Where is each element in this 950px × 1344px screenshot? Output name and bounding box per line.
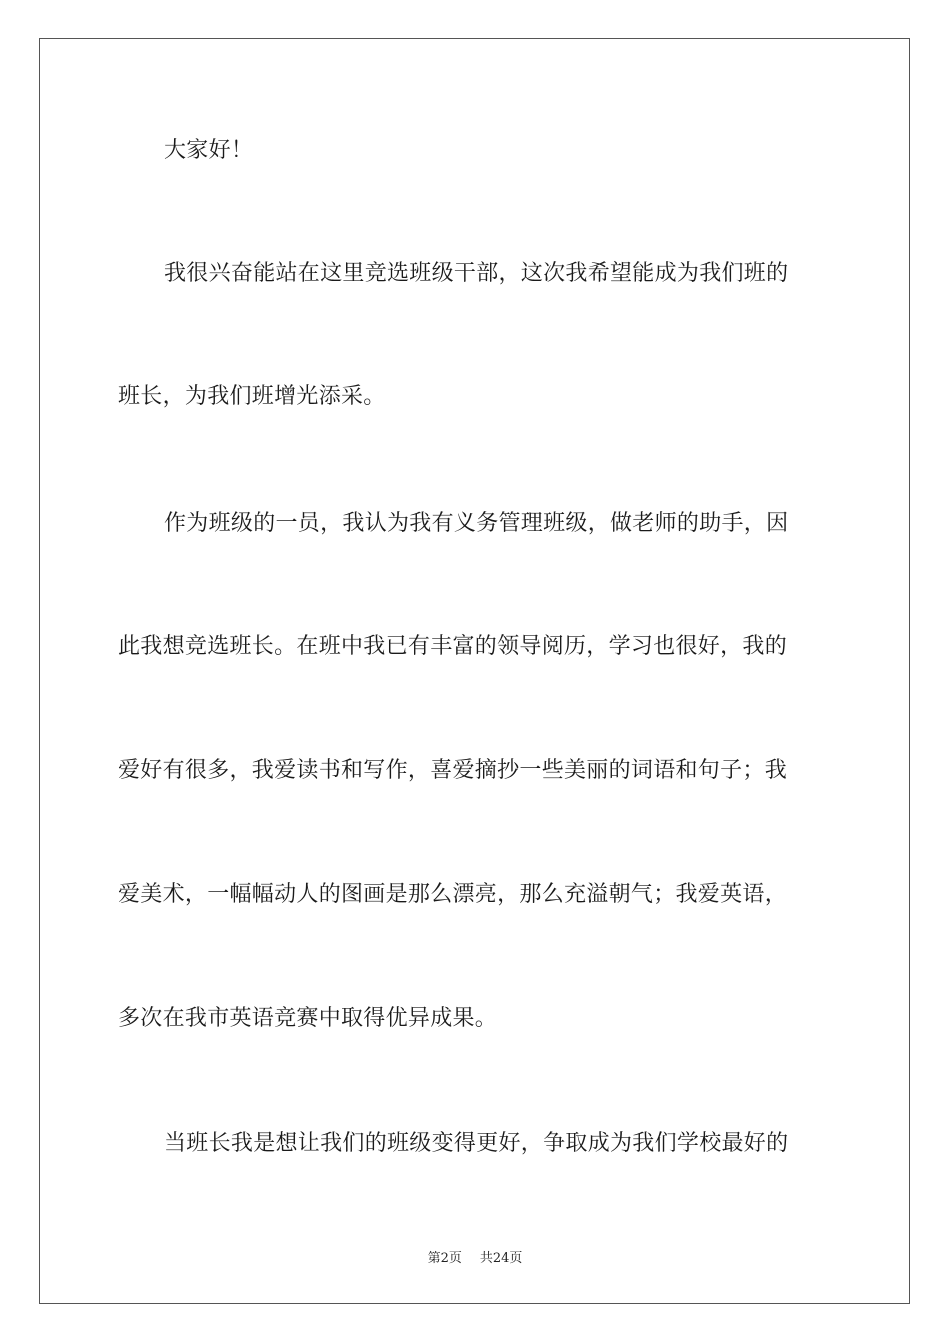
page-border bbox=[39, 38, 910, 1304]
paragraph-2-line-5: 多次在我市英语竞赛中取得优异成果。 bbox=[118, 1006, 498, 1031]
paragraph-3-line-1: 当班长我是想让我们的班级变得更好，争取成为我们学校最好的 bbox=[164, 1131, 789, 1156]
page-footer bbox=[0, 1247, 950, 1266]
page-number: 第2页 bbox=[427, 1251, 462, 1266]
paragraph-2-line-4: 爱美术，一幅幅动人的图画是那么漂亮，那么充溢朝气；我爱英语， bbox=[118, 882, 788, 907]
paragraph-2-line-3: 爱好有很多，我爱读书和写作，喜爱摘抄一些美丽的词语和句子；我 bbox=[118, 758, 788, 783]
paragraph-2-line-2: 此我想竞选班长。在班中我已有丰富的领导阅历，学习也很好，我的 bbox=[118, 634, 788, 659]
paragraph-1-line-2: 班长，为我们班增光添采。 bbox=[118, 384, 386, 409]
total-pages: 共24页 bbox=[479, 1251, 523, 1266]
paragraph-1-line-1: 我很兴奋能站在这里竞选班级干部，这次我希望能成为我们班的 bbox=[164, 261, 789, 286]
greeting-line: 大家好！ bbox=[164, 138, 254, 163]
paragraph-2-line-1: 作为班级的一员，我认为我有义务管理班级，做老师的助手，因 bbox=[164, 511, 789, 536]
